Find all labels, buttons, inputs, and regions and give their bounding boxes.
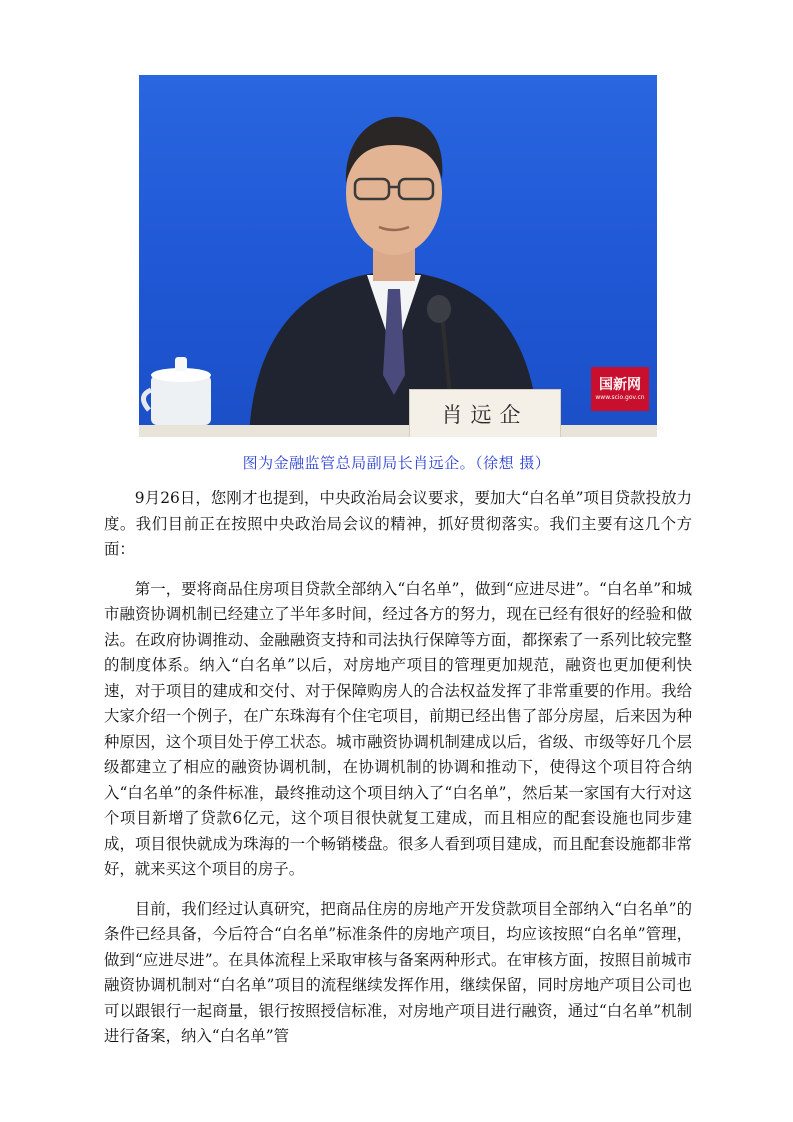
photo-caption: 图为金融监管总局副局长肖远企。（徐想 摄） [242, 454, 551, 472]
nameplate: 肖远企 [409, 389, 561, 437]
press-conference-photo [139, 75, 657, 437]
paragraph-1: 9月26日，您刚才也提到，中央政治局会议要求，要加大“白名单”项目贷款投放力度。我们目前正在按照中央政治局会议的精神，抓好贯彻落实。我们主要有这几个方面： [104, 489, 692, 558]
paragraph-2: 第一，要将商品住房项目贷款全部纳入“白名单”，做到“应进尽进”。“白名单”和城市融资协调机制已经建立了半年多时间，经过各方的努力，现在已经有很好的经验和做法。在政府协调推动、金融融资支持和司法执行保障等方面，都探索了一系列比较完整的制度体系。纳入“白名单”以后，对房地产项目的管理更加规范，融资也更加便利快速，对于项目的建成和交付、对于保障购房人的合法权益发挥了非常重要的作用。我给大家介绍一个例子，在广东珠海有个住宅项目，前期已经出售了部分房屋，后来因为种种原因，这个项目处于停工状态。城市融资协调机制建成以后，省级、市级等好几个层级都建立了相应的融资协调机制，在协调机制的协调和推动下，使得这个项目符合纳入“白名单”的条件标准，最终推动这个项目纳入了“白名单”，然后某一家国有大行对这个项目新增了贷款6亿元，这个项目很快就复工建成，而且相应的配套设施也同步建成，项目很快就成为珠海的一个畅销楼盘。很多人看到项目建成，而且配套设施都非常好，就来买这个项目的房子。 [104, 579, 692, 878]
paragraph-3: 目前，我们经过认真研究，把商品住房的房地产开发贷款项目全部纳入“白名单”的条件已经具备，今后符合“白名单”标准条件的房地产项目，均应该按照“白名单”管理，做到“应进尽进”。在具体流程上采取审核与备案两种形式。在审核方面，按照目前城市融资协调机制对“白名单”项目的流程继续发挥作用，继续保留，同时房地产项目公司也可以跟银行一起商量，银行按照授信标准，对房地产项目进行融资，通过“白名单”机制进行备案，纳入“白名单”管 [104, 899, 692, 1045]
photo-illustration [139, 75, 657, 437]
watermark-logo [591, 367, 649, 411]
article-body [104, 486, 692, 1064]
watermark-main-text: 国新网 [599, 376, 641, 393]
watermark-sub-text: www.scio.gov.cn [595, 393, 645, 401]
